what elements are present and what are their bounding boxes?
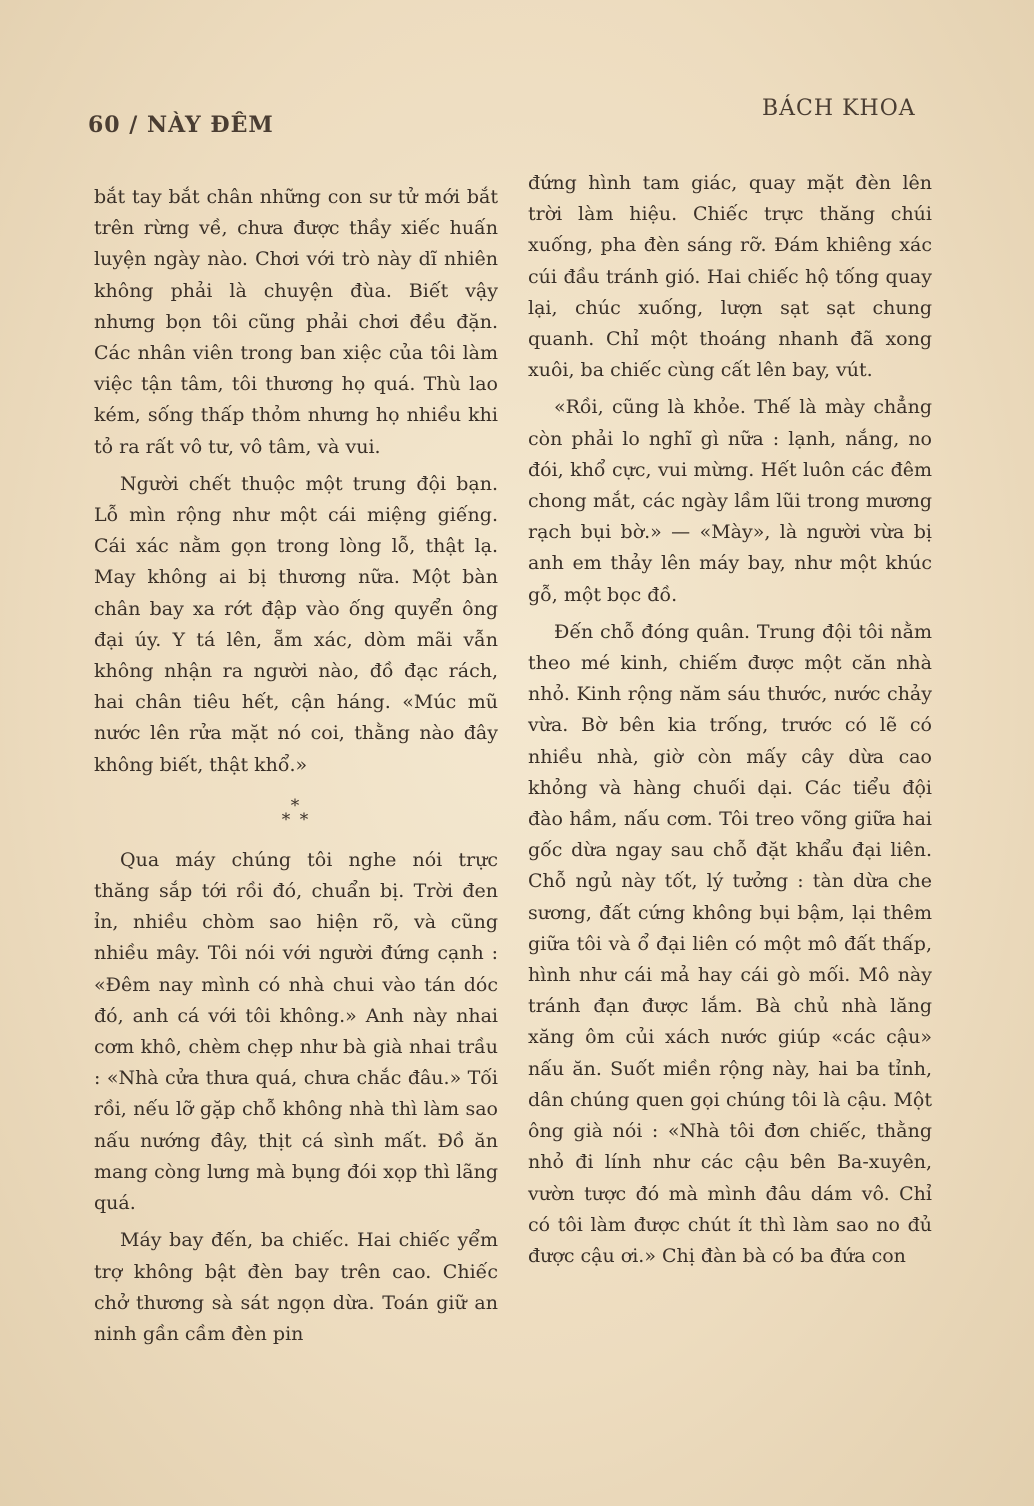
running-header-left: 60 / NÀY ĐÊM xyxy=(88,112,274,138)
paragraph: Người chết thuộc một trung đội bạn. Lỗ mìn rộng như một cái miệng giếng. Cái xác nằm gọn trong lòng lỗ, thật lạ. May không ai bị thương nữa. Một bàn chân bay xa rớt đập vào ống quyển ông đại úy. Y tá lên, ẵm xác, dòm mãi vẫn không nhận ra người nào, đồ đạc rách, hai chân tiêu hết, cận háng. «Múc mũ nước lên rửa mặt nó coi, thằng nào đây không biết, thật khổ.» xyxy=(94,472,498,776)
left-column xyxy=(94,182,498,1350)
section-separator: * * * xyxy=(281,795,311,830)
running-header-right: BÁCH KHOA xyxy=(762,96,916,121)
paragraph: bắt tay bắt chân những con sư tử mới bắt trên rừng về, chưa được thầy xiếc huấn luyện ngày nào. Chơi với trò này dĩ nhiên không phải là chuyện đùa. Biết vậy nhưng bọn tôi cũng phải chơi đều đặn. Các nhân viên trong ban xiệc của tôi làm việc tận tâm, tôi thương họ quá. Thù lao kém, sống thấp thỏm nhưng họ nhiều khi tỏ ra rất vô tư, vô tâm, và vui. xyxy=(94,186,498,458)
paragraph: đứng hình tam giác, quay mặt đèn lên trời làm hiệu. Chiếc trực thăng chúi xuống, pha đèn sáng rỡ. Đám khiêng xác cúi đầu tránh gió. Hai chiếc hộ tống quay lại, chúc xuống, lượn sạt sạt chung quanh. Chỉ một thoáng nhanh đã xong xuôi, ba chiếc cùng cất lên bay, vút. xyxy=(528,172,932,382)
paragraph: Qua máy chúng tôi nghe nói trực thăng sắp tới rồi đó, chuẩn bị. Trời đen ỉn, nhiều chòm sao hiện rõ, và cũng nhiều mây. Tôi nói với người đứng cạnh : «Đêm nay mình có nhà chui vào tán dóc đó, anh cá với tôi không.» Anh này nhai cơm khô, chèm chẹp như bà già nhai trầu : «Nhà cửa thưa quá, chưa chắc đâu.» Tối rồi, nếu lỡ gặp chỗ không nhà thì làm sao nấu nướng đây, thịt cá sình mất. Đồ ăn mang còng lưng mà bụng đói xọp thì lãng quá. xyxy=(94,848,498,1215)
paragraph: Máy bay đến, ba chiếc. Hai chiếc yểm trợ không bật đèn bay trên cao. Chiếc chở thương sà sát ngọn dừa. Toán giữ an ninh gần cầm đèn pin xyxy=(94,1229,498,1345)
right-column xyxy=(528,168,932,1272)
paragraph: «Rồi, cũng là khỏe. Thế là mày chẳng còn phải lo nghĩ gì nữa : lạnh, nắng, no đói, khổ cực, vui mừng. Hết luôn các đêm chong mắt, các ngày lầm lũi trong mương rạch bụi bờ.» — «Mày», là người vừa bị anh em thảy lên máy bay, như một khúc gỗ, một bọc đồ. xyxy=(528,396,932,606)
paragraph: Đến chỗ đóng quân. Trung đội tôi nằm theo mé kinh, chiếm được một căn nhà nhỏ. Kinh rộng năm sáu thước, nước chảy vừa. Bờ bên kia trống, trước có lẽ có nhiều nhà, giờ còn mấy cây dừa cao khỏng và hàng chuối dại. Các tiểu đội đào hầm, nấu cơm. Tôi treo võng giữa hai gốc dừa ngay sau chỗ đặt khẩu đại liên. Chỗ ngủ này tốt, lý tưởng : tàn dừa che sương, đất cứng không bụi bậm, lại thêm giữa tôi và ổ đại liên có một mô đất thấp, hình như cái mả hay cái gò mối. Mô này tránh đạn được lắm. Bà chủ nhà lăng xăng ôm củi xách nước giúp «các cậu» nấu ăn. Suốt miền rộng này, hai ba tỉnh, dân chúng quen gọi chúng tôi là cậu. Một ông già nói : «Nhà tôi đơn chiếc, thằng nhỏ đi lính như các cậu bên Ba-xuyên, vườn tược đó mà mình đâu dám vô. Chỉ có tôi làm được chút ít thì làm sao no đủ được cậu ơi.» Chị đàn bà có ba đứa con xyxy=(528,620,932,1267)
